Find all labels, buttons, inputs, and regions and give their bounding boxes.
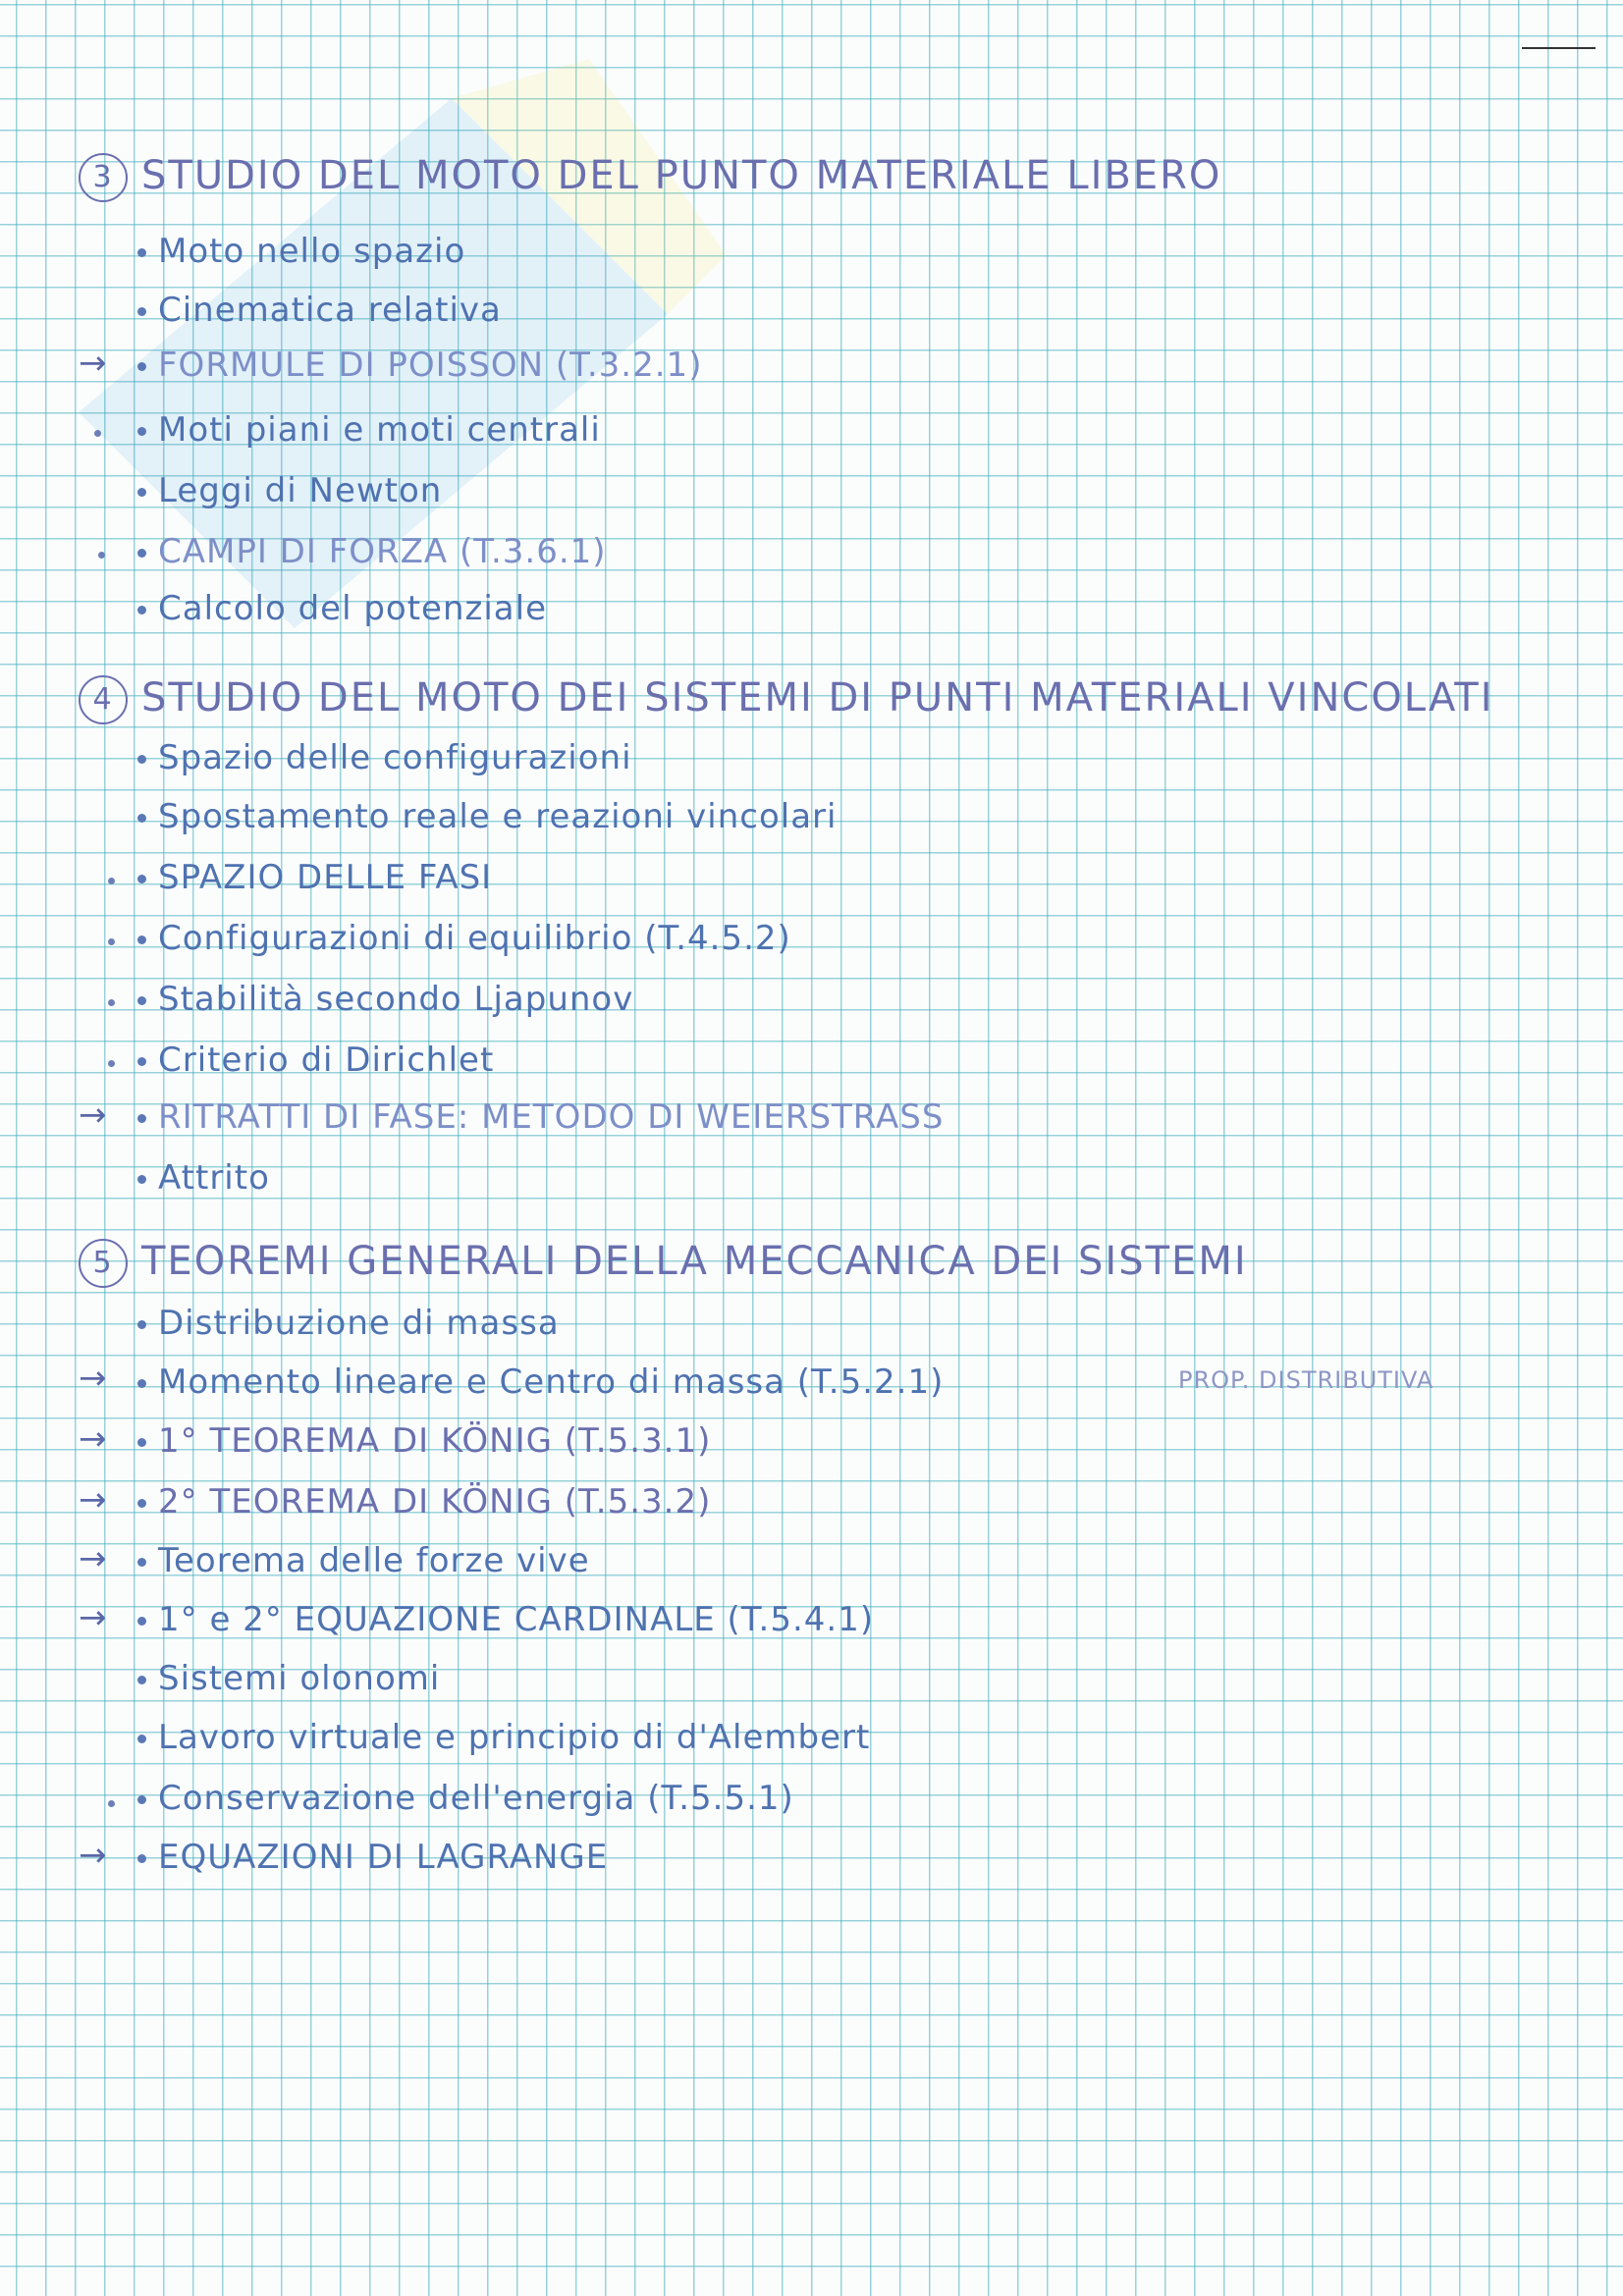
list-item [137, 589, 547, 628]
arrow-right-icon: → [79, 1095, 107, 1135]
bullet-icon [137, 362, 146, 371]
list-item-text: Attrito [158, 1158, 270, 1198]
bullet-icon [137, 1854, 146, 1863]
bullet-icon [137, 935, 146, 944]
arrow-right-icon: → [79, 1480, 107, 1520]
list-item-text: Stabilità secondo Ljapunov [158, 980, 634, 1019]
bullet-icon [137, 606, 146, 614]
section-title-5: TEOREMI GENERALI DELLA MECCANICA DEI SISTEMI [141, 1239, 1248, 1284]
bullet-icon [137, 1617, 146, 1626]
bullet-icon [137, 427, 146, 436]
bullet-icon [137, 1379, 146, 1388]
bullet-icon [137, 1320, 146, 1329]
list-item-text: Spostamento reale e reazioni vincolari [158, 797, 838, 836]
list-item [137, 1362, 944, 1402]
list-item [137, 797, 837, 836]
bullet-icon [137, 248, 146, 257]
list-item-text: Leggi di Newton [158, 471, 443, 510]
margin-dot-icon [108, 1800, 115, 1807]
list-item-text: Sistemi olonomi [158, 1659, 441, 1698]
bullet-icon [137, 1499, 146, 1508]
list-item [137, 1097, 944, 1137]
section-number-4: 4 [79, 675, 128, 724]
list-item-text: Distribuzione di massa [158, 1304, 560, 1343]
margin-dot-icon [98, 552, 105, 559]
list-item [137, 1158, 270, 1198]
margin-dot-icon [108, 938, 115, 945]
section-heading-3 [79, 153, 1221, 202]
list-item-text: Calcolo del potenziale [158, 589, 547, 628]
list-item [137, 1600, 874, 1639]
list-item [137, 1838, 608, 1877]
list-item [137, 1541, 590, 1580]
list-item-text: Teorema delle forze vive [158, 1541, 590, 1580]
bullet-icon [137, 307, 146, 316]
list-item-text: FORMULE DI POISSON (T.3.2.1) [158, 346, 703, 385]
margin-dot-icon [94, 430, 101, 437]
margin-note: PROP. DISTRIBUTIVA [1178, 1366, 1434, 1394]
list-item [137, 919, 791, 958]
list-item-text: 2° TEOREMA DI KÖNIG (T.5.3.2) [158, 1482, 712, 1522]
arrow-right-icon: → [79, 1598, 107, 1637]
section-heading-5 [79, 1239, 1248, 1288]
bullet-icon [137, 1438, 146, 1447]
list-item [137, 471, 442, 510]
list-item-text: Moti piani e moti centrali [158, 410, 601, 450]
bullet-icon [137, 549, 146, 558]
list-item-text: Criterio di Dirichlet [158, 1041, 495, 1080]
arrow-right-icon: → [79, 1539, 107, 1578]
section-heading-4 [79, 675, 1494, 724]
bullet-icon [137, 1735, 146, 1743]
list-item [137, 532, 607, 571]
section-number-3: 3 [79, 153, 128, 202]
bullet-icon [137, 488, 146, 497]
list-item-text: Conservazione dell'energia (T.5.5.1) [158, 1779, 794, 1818]
arrow-right-icon: → [79, 1836, 107, 1875]
list-item-text: Momento lineare e Centro di massa (T.5.2.1) [158, 1362, 945, 1402]
bullet-icon [137, 755, 146, 764]
list-item [137, 1304, 560, 1343]
list-item [137, 346, 702, 385]
list-item [137, 1779, 794, 1818]
list-item-text: Lavoro virtuale e principio di d'Alembert [158, 1718, 871, 1757]
arrow-right-icon: → [79, 1359, 107, 1398]
bullet-icon [137, 1676, 146, 1684]
list-item [137, 410, 601, 450]
arrow-right-icon: → [79, 1419, 107, 1459]
list-item [137, 858, 492, 897]
bullet-icon [137, 1175, 146, 1184]
list-item [137, 291, 502, 330]
list-item [137, 738, 632, 777]
list-item-text: Configurazioni di equilibrio (T.4.5.2) [158, 919, 791, 958]
page-edge-line [1522, 47, 1596, 49]
margin-dot-icon [108, 999, 115, 1006]
list-item [137, 1659, 440, 1698]
list-item [137, 1718, 870, 1757]
list-item [137, 1421, 711, 1461]
margin-dot-icon [108, 878, 115, 884]
list-item [137, 232, 465, 271]
list-item-text: 1° e 2° EQUAZIONE CARDINALE (T.5.4.1) [158, 1600, 875, 1639]
arrow-right-icon: → [79, 344, 107, 383]
bullet-icon [137, 1558, 146, 1567]
list-item-text: Spazio delle configurazioni [158, 738, 632, 777]
bullet-icon [137, 1114, 146, 1123]
list-item [137, 980, 633, 1019]
bullet-icon [137, 875, 146, 883]
list-item [137, 1041, 494, 1080]
list-item [137, 1482, 711, 1522]
list-item-text: CAMPI DI FORZA (T.3.6.1) [158, 532, 607, 571]
section-title-3: STUDIO DEL MOTO DEL PUNTO MATERIALE LIBERO [141, 153, 1222, 198]
section-title-4: STUDIO DEL MOTO DEI SISTEMI DI PUNTI MATERIALI VINCOLATI [141, 675, 1494, 721]
list-item-text: EQUAZIONI DI LAGRANGE [158, 1838, 609, 1877]
section-number-5: 5 [79, 1239, 128, 1288]
margin-dot-icon [108, 1060, 115, 1067]
list-item-text: Moto nello spazio [158, 232, 466, 271]
bullet-icon [137, 996, 146, 1005]
list-item-text: Cinematica relativa [158, 291, 502, 330]
bullet-icon [137, 1057, 146, 1066]
bullet-icon [137, 1795, 146, 1804]
list-item-text: RITRATTI DI FASE: METODO DI WEIERSTRASS [158, 1097, 945, 1137]
list-item-text: 1° TEOREMA DI KÖNIG (T.5.3.1) [158, 1421, 712, 1461]
bullet-icon [137, 814, 146, 823]
list-item-text: SPAZIO DELLE FASI [158, 858, 493, 897]
